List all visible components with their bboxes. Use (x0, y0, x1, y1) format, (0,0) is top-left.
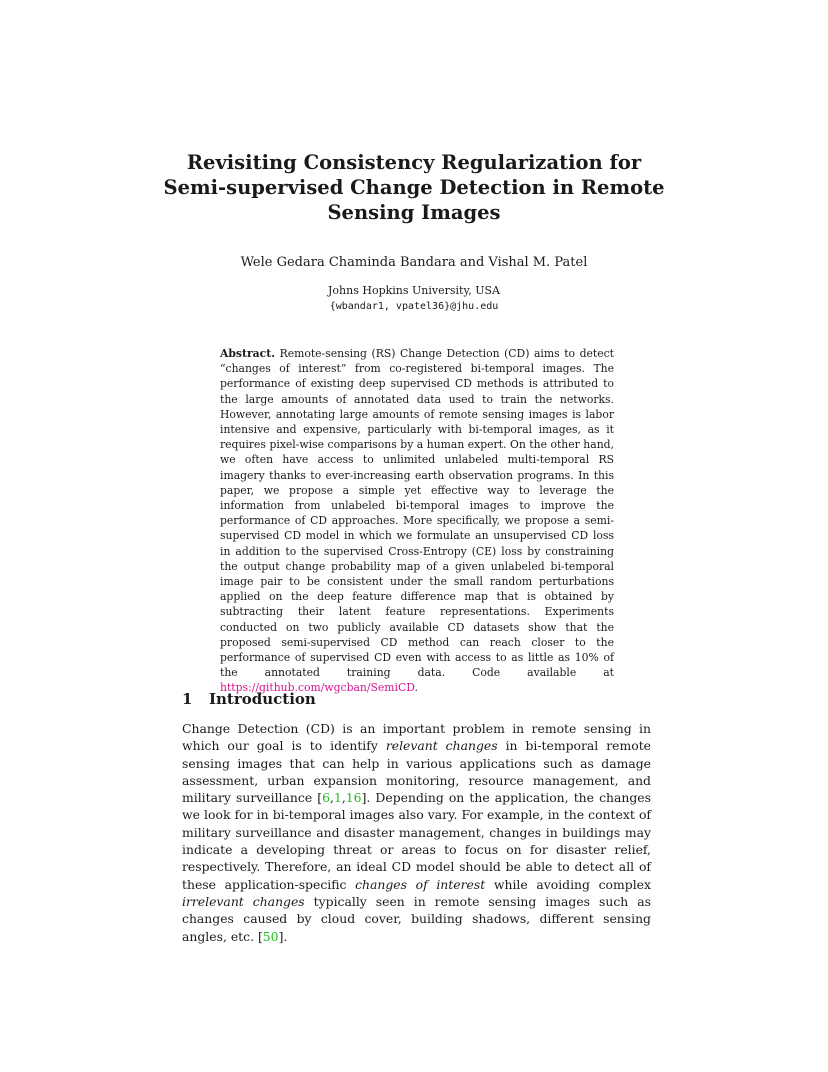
intro-emphasis-1: relevant changes (385, 738, 498, 754)
abstract-end: . (414, 681, 418, 695)
affiliation-block (0, 283, 828, 315)
title-line-1: Revisiting Consistency Regularization for (186, 151, 642, 174)
intro-text-3: ]. Depending on the application, the changes we look for in bi-temporal images also vary. For example, in the context of military surveillance and disaster management, changes in buildings may indicate a developing threat or areas to focus on for disaster relief, respectively. Therefore, an ideal CD model should be able to detect all of these application-specific (182, 790, 652, 892)
abstract-label: Abstract. (220, 347, 275, 360)
intro-text-5: typically seen in remote sensing images such as changes caused by cloud cover, building shadows, different sensing angles, etc. [ (182, 893, 651, 944)
code-link[interactable]: https://github.com/wgcban/SemiCD (220, 681, 415, 695)
section-number: 1 (182, 690, 193, 708)
citation-1[interactable]: 1 (333, 790, 342, 806)
citation-50[interactable]: 50 (262, 928, 279, 944)
intro-emphasis-2: changes of interest (355, 876, 486, 892)
intro-text-1: Change Detection (CD) is an important problem in remote sensing in which our goal is to identify (182, 721, 651, 754)
intro-text-2: in bi-temporal remote sensing images that can help in various applications such as damage assessment, urban expansion monitoring, resource management, and military surveillance [ (182, 738, 652, 806)
email: {wbandar1, vpatel36}@jhu.edu (329, 301, 499, 312)
section-heading (182, 688, 316, 710)
citation-16[interactable]: 16 (345, 790, 362, 806)
intro-text-6: ]. (278, 928, 288, 944)
section-title: Introduction (209, 690, 316, 708)
abstract (220, 346, 614, 696)
affiliation: Johns Hopkins University, USA (328, 284, 500, 297)
authors: Wele Gedara Chaminda Bandara and Vishal M. Patel (240, 255, 588, 270)
title-line-3: Sensing Images (327, 201, 501, 224)
citation-6[interactable]: 6 (322, 790, 330, 806)
intro-paragraph (182, 720, 651, 945)
title-line-2: Semi-supervised Change Detection in Remote (163, 176, 665, 199)
intro-emphasis-3: irrelevant changes (182, 893, 305, 909)
citation-separator: , (329, 790, 334, 806)
paper-title (0, 150, 828, 225)
abstract-text: Remote-sensing (RS) Change Detection (CD) aims to detect “changes of interest” from co-registered bi-temporal images. The performance of existing deep supervised CD methods is attributed to the large amounts of annotated data used to train the networks. However, annotating large amounts of remote sensing images is labor intensive and expensive, particularly with bi-temporal images, as it requires pixel-wise comparisons by a human expert. On the other hand, we often have access to unlimited unlabeled multi-temporal RS imagery thanks to ever-increasing earth observation programs. In this paper, we propose a simple yet effective way to leverage the information from unlabeled bi-temporal images to improve the performance of CD approaches. More specifically, we propose a semi-supervised CD model in which we formulate an unsupervised CD loss in addition to the supervised Cross-Entropy (CE) loss by constraining the output change probability map of a given unlabeled bi-temporal image pair to be consistent under the small random perturbations applied on the deep feature difference map that is obtained by subtracting their latent feature representations. Experiments conducted on two publicly available CD datasets show that the proposed semi-supervised CD method can reach closer to the performance of supervised CD even with access to as little as 10% of the annotated training data. Code available at (220, 347, 615, 680)
intro-text-4: while avoiding complex (493, 876, 651, 892)
citation-separator: , (341, 790, 346, 806)
